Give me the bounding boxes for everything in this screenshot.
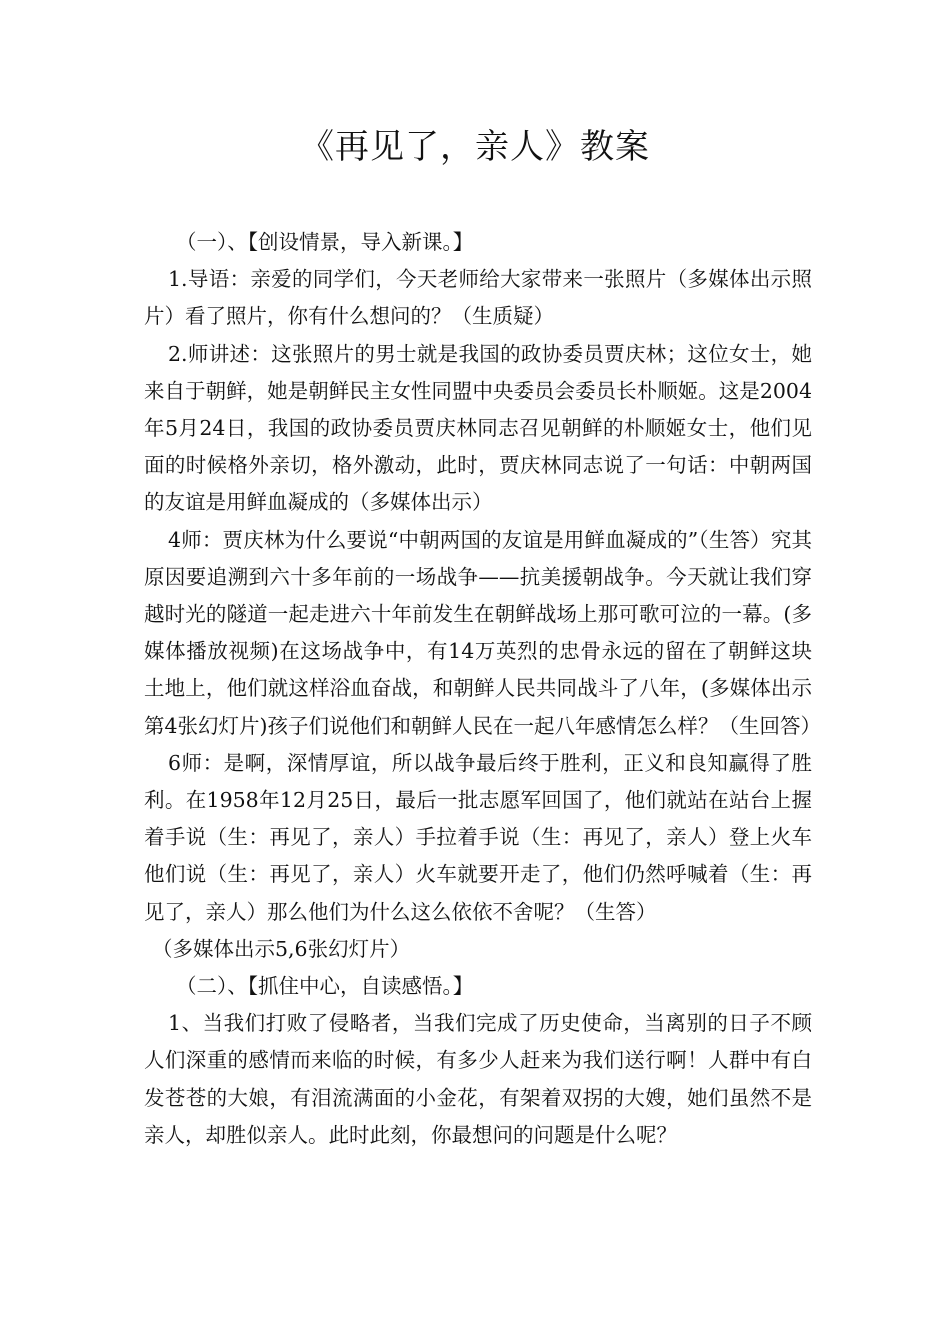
section-heading-1: （一）、【创设情景，导入新课。】 [176, 230, 474, 254]
paragraph-teacher-farewell: 6师：是啊，深情厚谊，所以战争最后终于胜利，正义和良知赢得了胜利。在1958年12月25日，最后一批志愿军回国了，他们就站在站台上握着手说（生：再见了，亲人）手拉着手说（生：再见了，亲人）登上火车他们说（生：再见了，亲人）火车就要开走了，他们仍然呼喊着（生：再见了，亲人）那么他们为什么这么依依不舍呢？（生答） [144, 750, 812, 924]
paragraph-teacher-narration: 2.师讲述：这张照片的男士就是我国的政协委员贾庆林；这位女士，她来自于朝鲜，她是朝鲜民主女性同盟中央委员会委员长朴顺姬。这是2004年5月24日，我国的政协委员贾庆林同志召见朝鲜的朴顺姬女士，他们见面的时候格外亲切，格外激动，此时，贾庆林同志说了一句话：中朝两国的友谊是用鲜血凝成的（多媒体出示） [144, 341, 812, 515]
section-heading-2: （二）、【抓住中心，自读感悟。】 [176, 974, 474, 999]
paragraph-intro: 1.导语：亲爱的同学们，今天老师给大家带来一张照片（多媒体出示照片）看了照片，你有什么想问的？（生质疑） [144, 267, 812, 329]
paragraph-slides-note: （多媒体出示5,6张幻灯片） [152, 936, 411, 961]
paragraph-teacher-question: 4师：贾庆林为什么要说“中朝两国的友谊是用鲜血凝成的”（生答）究其原因要追溯到六十多年前的一场战争——抗美援朝战争。今天就让我们穿越时光的隧道一起走进六十年前发生在朝鲜战场上那可歌可泣的一幕。(多媒体播放视频)在这场战争中，有14万英烈的忠骨永远的留在了朝鲜这块土地上，他们就这样浴血奋战，和朝鲜人民共同战斗了八年，(多媒体出示第4张幻灯片)孩子们说他们和朝鲜人民在一起八年感情怎么样？（生回答） [144, 527, 822, 738]
paragraph-reading: 1、当我们打败了侵略者，当我们完成了历史使命，当离别的日子不顾人们深重的感情而来临的时候，有多少人赶来为我们送行啊！人群中有白发苍苍的大娘，有泪流满面的小金花，有架着双拐的大嫂，她们虽然不是亲人，却胜似亲人。此时此刻，你最想问的问题是什么呢？ [144, 1011, 812, 1147]
document-body [144, 224, 822, 1154]
document-title: 《再见了，亲人》教案 [300, 127, 650, 167]
